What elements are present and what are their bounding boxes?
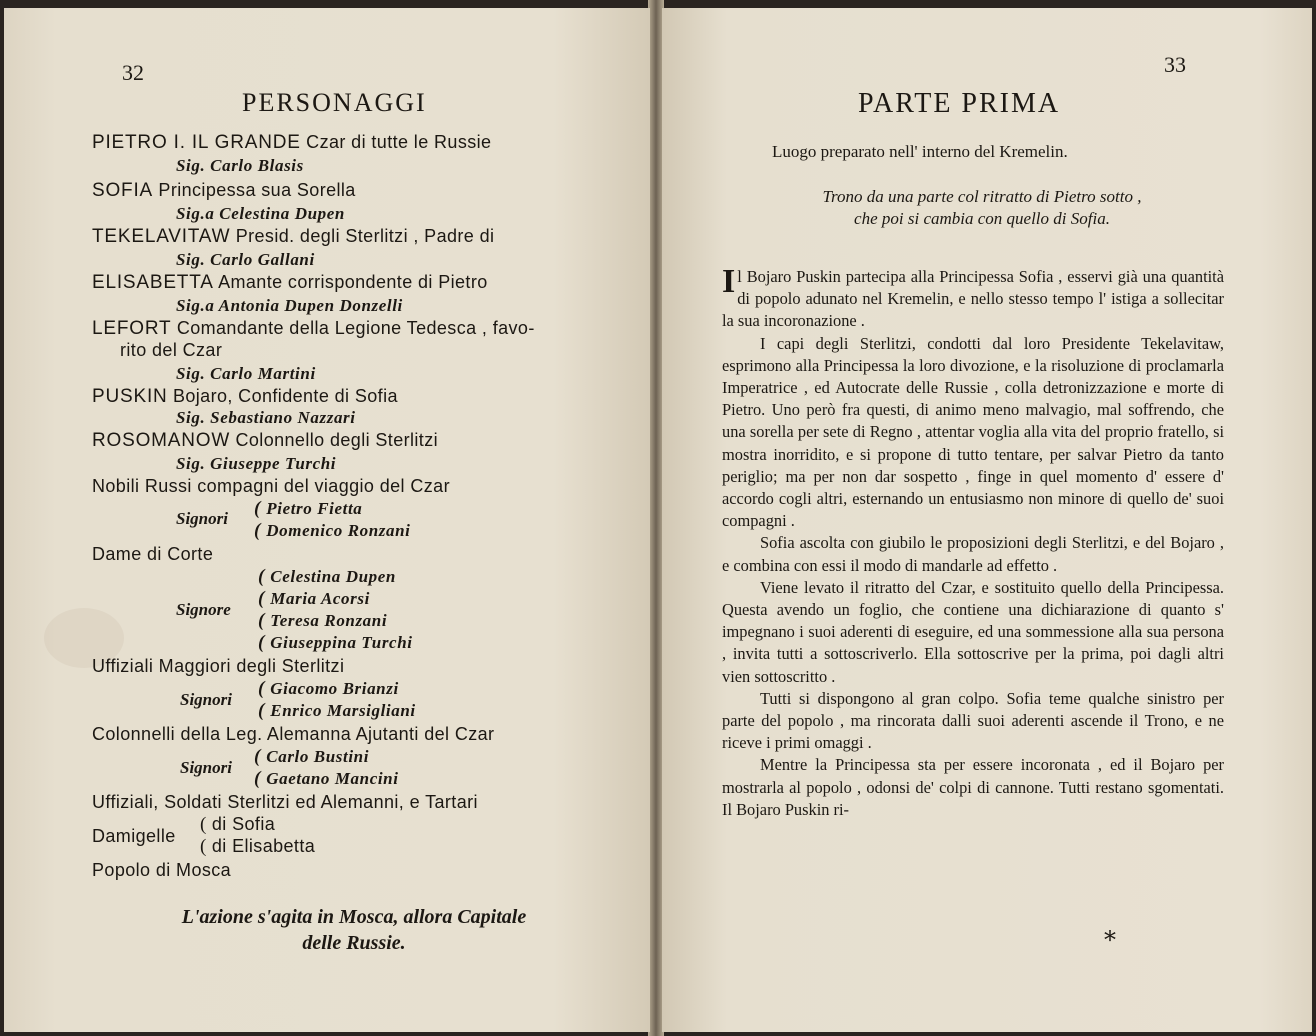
popolo-line: Popolo di Mosca bbox=[92, 860, 232, 880]
group-label: Signori bbox=[180, 758, 232, 777]
performer: Sig. Carlo Martini bbox=[176, 364, 316, 383]
role-description: Principessa sua Sorella bbox=[153, 180, 356, 200]
paragraph: Il Bojaro Puskin partecipa alla Principessa Sofia , esservi già una quantità di popolo adunato nel Kremelin, e nello stesso tempo l' istiga a sollecitar la sua incoronazione . bbox=[722, 263, 1224, 331]
role-description-cont: rito del Czar bbox=[120, 340, 223, 360]
performer: Sig. Sebastiano Nazzari bbox=[176, 408, 356, 427]
performer: Sig. Giuseppe Turchi bbox=[176, 454, 337, 473]
body-text bbox=[722, 263, 1224, 821]
performer: Sig. Carlo Gallani bbox=[176, 250, 315, 269]
role-description: Presid. degli Sterlitzi , Padre di bbox=[230, 226, 495, 246]
cast-entry bbox=[92, 226, 494, 248]
right-page bbox=[662, 8, 1312, 1032]
role-description: Bojaro, Confidente di Sofia bbox=[167, 386, 398, 406]
group-label: Signore bbox=[176, 600, 231, 619]
page-heading: PERSONAGGI bbox=[242, 88, 427, 117]
page-number: 32 bbox=[122, 60, 144, 85]
role-description: Czar di tutte le Russie bbox=[300, 132, 492, 152]
group-label: Signori bbox=[176, 509, 228, 528]
role-name: TEKELAVITAW bbox=[92, 226, 231, 247]
paragraph: Sofia ascolta con giubilo le proposizioni degli Sterlitzi, e del Bojaro , e combina con essi il modo di mandarle ad effetto . bbox=[722, 533, 1224, 575]
paragraph: Mentre la Principessa sta per essere incoronata , ed il Bojaro per mostrarla al popolo , odonsi de' colpi di cannone. Tutti restano sgomentati. Il Bojaro Puskin ri- bbox=[722, 755, 1224, 819]
group-member: ( di Elisabetta bbox=[200, 836, 316, 857]
group-member: ( Pietro Fietta bbox=[254, 498, 363, 519]
group-title: Nobili Russi compagni del viaggio del Czar bbox=[92, 476, 450, 496]
paragraph: Viene levato il ritratto del Czar, e sostituito quello della Principessa. Questa avendo un foglio, che contiene una dichiarazione di quanto s' impegnano i suoi aderenti di eseguire, ed una sommessione alla sua persona , invita tutti a sottoscriverlo. Ella sottoscrive per la prima, poi dagli altri vien sottoscritto . bbox=[722, 577, 1224, 686]
role-name: PIETRO I. IL GRANDE bbox=[92, 132, 301, 153]
cast-entry bbox=[92, 386, 398, 408]
page-number: 33 bbox=[1164, 52, 1186, 77]
paragraph: Tutti si dispongono al gran colpo. Sofia teme qualche sinistro per parte del popolo , ma rincorata dalli suoi aderenti ascende il Trono, e ne riceve i primi omaggi . bbox=[722, 688, 1224, 753]
role-name: LEFORT bbox=[92, 318, 172, 339]
cast-entry bbox=[92, 180, 356, 202]
group-member: ( Maria Acorsi bbox=[258, 588, 370, 609]
cast-entry bbox=[92, 132, 491, 154]
cast-entry bbox=[92, 430, 438, 452]
role-description: Comandante della Legione Tedesca , favo- bbox=[171, 318, 535, 338]
group-title: Colonnelli della Leg. Alemanna Ajutanti del Czar bbox=[92, 724, 495, 744]
page-heading: PARTE PRIMA bbox=[858, 88, 1061, 119]
group-member: ( Domenico Ronzani bbox=[254, 520, 411, 541]
scene-description: Trono da una parte col ritratto di Pietro sotto , che poi si cambia con quello di Sofia. bbox=[822, 187, 1142, 228]
performer: Sig.a Celestina Dupen bbox=[176, 204, 345, 223]
performer: Sig.a Antonia Dupen Donzelli bbox=[176, 296, 403, 315]
role-name: PUSKIN bbox=[92, 386, 168, 407]
group-member: ( Enrico Marsigliani bbox=[258, 700, 416, 721]
cast-entry bbox=[92, 272, 488, 294]
setting-note: L'azione s'agita in Mosca, allora Capitale delle Russie. bbox=[181, 906, 527, 954]
scene-place: Luogo preparato nell' interno del Kremelin. bbox=[772, 142, 1068, 161]
group-member: ( Giuseppina Turchi bbox=[258, 632, 413, 653]
performer: Sig. Carlo Blasis bbox=[176, 156, 304, 175]
soldiers-line: Uffiziali, Soldati Sterlitzi ed Alemanni, e Tartari bbox=[92, 792, 478, 812]
role-name: SOFIA bbox=[92, 180, 154, 201]
cast-entry bbox=[92, 318, 535, 340]
group-member: ( Carlo Bustini bbox=[254, 746, 370, 767]
group-member: ( Celestina Dupen bbox=[258, 566, 396, 587]
paragraph: I capi degli Sterlitzi, condotti dal loro Presidente Tekelavitaw, esprimono alla Principessa la loro divozione, e la risoluzione di proclamarla Imperatrice , ed Autocrate delle Russie , colla detronizzazione e morte di Pietro. Uno però fra questi, di animo meno malvagio, mal soffrendo, che una sorella per sete di Regno , attentar voglia alla vita del proprio fratello, si mostra inorridito, e si propone di tutto tentare, per salvar Pietro da tanto periglio; ma per non dar sospetto , finge in quel momento d' essere d' accordo cogli altri, esternando un entusiasmo non minore di quello de' suoi compagni . bbox=[722, 333, 1224, 531]
group-member: ( Teresa Ronzani bbox=[258, 610, 388, 631]
role-description: Colonnello degli Sterlitzi bbox=[230, 430, 438, 450]
drop-cap: I bbox=[722, 263, 736, 300]
group-member: ( Giacomo Brianzi bbox=[258, 678, 399, 699]
group-member: ( di Sofia bbox=[200, 814, 276, 835]
signature-mark: * bbox=[1104, 926, 1116, 954]
group-label: Signori bbox=[180, 690, 232, 709]
group-title: Uffiziali Maggiori degli Sterlitzi bbox=[92, 656, 345, 676]
left-page bbox=[4, 8, 650, 1032]
role-description: Amante corrispondente di Pietro bbox=[213, 272, 488, 292]
role-name: ELISABETTA bbox=[92, 272, 214, 293]
group-title: Dame di Corte bbox=[92, 544, 214, 564]
role-name: ROSOMANOW bbox=[92, 430, 231, 451]
group-member: ( Gaetano Mancini bbox=[254, 768, 399, 789]
group-label: Damigelle bbox=[92, 826, 176, 846]
